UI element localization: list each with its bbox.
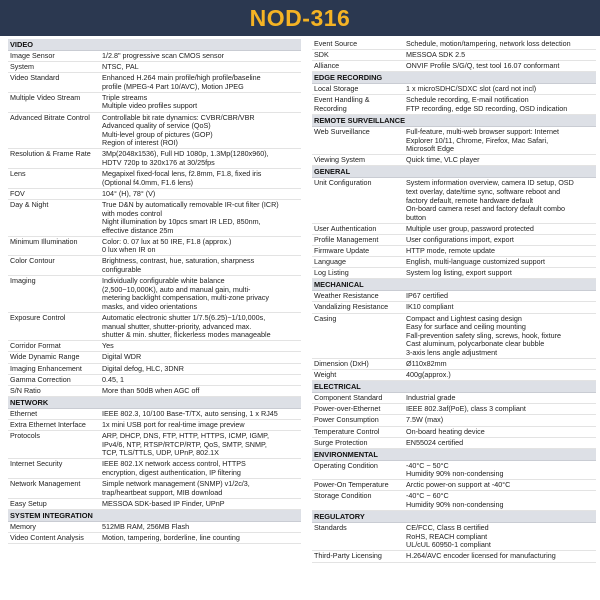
spec-value: CE/FCC, Class B certified RoHS, REACH compliant UL/cUL 60950-1 compliant: [406, 523, 491, 550]
section-header-environmental: ENVIRONMENTAL: [312, 449, 596, 461]
spec-value: H.264/AVC encoder licensed for manufacturing: [406, 551, 556, 561]
spec-value: More than 50dB when AGC off: [102, 385, 200, 395]
spec-row-vandalizing-resistance: [312, 302, 596, 313]
spec-value: Controllable bit rate dynamics: CVBR/CBR/VBR Advanced quality of service (QoS) Multi-level group of pictures (GOP) Region of interest (ROI): [102, 112, 255, 148]
spec-value: Simple network management (SNMP) v1/2c/3, trap/heartbeat support, MIB download: [102, 478, 250, 497]
spec-value: System information overview, camera ID setup, OSD text overlay, date/time sync, software reboot and factory default, remote hardware default On-board camera reset and factory default combo button: [406, 178, 574, 222]
spec-label: Lens: [10, 169, 26, 179]
spec-row-third-party-licensing: [312, 551, 596, 562]
spec-label: Video Content Analysis: [10, 532, 84, 542]
spec-label: Temperature Control: [314, 426, 380, 436]
spec-value: Digital defog, HLC, 3DNR: [102, 363, 184, 373]
spec-value: Ø110x82mm: [406, 359, 447, 369]
spec-label: Memory: [10, 521, 36, 531]
spec-row-viewing-system: [312, 155, 596, 166]
spec-label: Color Contour: [10, 256, 55, 266]
spec-value: On-board heating device: [406, 426, 485, 436]
spec-row-web-surveillance: [312, 127, 596, 155]
spec-label: Advanced Bitrate Control: [10, 112, 90, 122]
spec-label: Multiple Video Stream: [10, 92, 81, 102]
spec-value: Compact and Lightest casing design Easy for surface and ceiling mounting Fall-prevention safety sling, screws, hook, fixture Cast aluminum, polycarbonate clear bubble 3-axis lens angle adjustment: [406, 313, 561, 357]
spec-label: Imaging Enhancement: [10, 363, 82, 373]
spec-row-log-listing: [312, 268, 596, 279]
spec-label: Power Consumption: [314, 415, 379, 425]
spec-value: IEEE 802.3af(PoE), class 3 compliant: [406, 404, 526, 414]
spec-label: Viewing System: [314, 155, 366, 165]
spec-row-standards: [312, 523, 596, 551]
spec-label: Unit Configuration: [314, 178, 372, 188]
spec-row-minimum-illumination: [8, 237, 301, 257]
spec-label: SDK: [314, 50, 329, 60]
spec-row-image-sensor: [8, 51, 301, 62]
spec-row-local-storage: [312, 84, 596, 95]
spec-value: User configurations import, export: [406, 235, 514, 244]
spec-value: IK10 compliant: [406, 302, 454, 312]
spec-value: 7.5W (max): [406, 415, 444, 425]
spec-row-extra-ethernet-interface: [8, 420, 301, 431]
spec-label: Corridor Format: [10, 341, 61, 351]
section-header-network: NETWORK: [8, 397, 301, 409]
spec-value: System log listing, export support: [406, 268, 512, 278]
spec-label: Power-On Temperature: [314, 480, 389, 490]
spec-row-storage-condition: [312, 491, 596, 511]
spec-label: Gamma Correction: [10, 374, 71, 384]
spec-row-weight: [312, 370, 596, 381]
spec-label: Weather Resistance: [314, 291, 379, 301]
spec-label: Internet Security: [10, 459, 63, 469]
spec-value: ARP, DHCP, DNS, FTP, HTTP, HTTPS, ICMP, IGMP, IPv4/6, NTP, RTSP/RTCP/RTP, QoS, SMTP, SNMP, TCP, TLS/TTLS, UDP, UPnP, 802.1X: [102, 430, 269, 458]
spec-label: Day & Night: [10, 199, 49, 209]
spec-value: True D&N by automatically removable IR-cut filter (ICR) with modes control Night illumination by 10pcs smart IR LED, 850nm, effective distance 25m: [102, 199, 279, 235]
spec-row-event-source: [312, 39, 596, 50]
spec-row-power-on-temperature: [312, 480, 596, 491]
spec-label: System: [10, 62, 34, 72]
spec-label: Ethernet: [10, 408, 38, 418]
spec-row-weather-resistance: [312, 291, 596, 302]
spec-label: Log Listing: [314, 268, 349, 278]
spec-row-imaging: [8, 276, 301, 313]
spec-label: Casing: [314, 313, 337, 323]
spec-label: Exposure Control: [10, 313, 66, 323]
spec-row-imaging-enhancement: [8, 364, 301, 375]
spec-label: Power-over-Ethernet: [314, 404, 381, 414]
spec-row-day-night: [8, 200, 301, 237]
spec-row-resolution-frame-rate: [8, 149, 301, 169]
spec-row-power-consumption: [312, 415, 596, 426]
spec-row-firmware-update: [312, 246, 596, 257]
spec-label: Event Source: [314, 39, 358, 48]
spec-value: 512MB RAM, 256MB Flash: [102, 521, 190, 531]
spec-value: Triple streams Multiple video profiles support: [102, 92, 198, 111]
spec-value: 1/2.8" progressive scan CMOS sensor: [102, 51, 224, 60]
spec-label: Event Handling & Recording: [314, 95, 370, 113]
spec-row-s-n-ratio: [8, 386, 301, 397]
spec-value: Quick time, VLC player: [406, 155, 480, 165]
spec-label: Network Management: [10, 478, 81, 488]
spec-row-event-handling-recording: [312, 95, 596, 115]
section-header-edge-recording: EDGE RECORDING: [312, 72, 596, 84]
spec-label: Protocols: [10, 430, 40, 440]
spec-column-left: [8, 39, 301, 544]
spec-label: Wide Dynamic Range: [10, 352, 80, 362]
spec-row-unit-configuration: [312, 178, 596, 223]
spec-label: Storage Condition: [314, 491, 372, 501]
spec-value: Brightness, contrast, hue, saturation, sharpness configurable: [102, 256, 255, 275]
spec-value: Individually configurable white balance (2,500~10,000K), auto and manual gain, multi- metering backlight compensation, multi-zone privacy masks, and video orientations: [102, 276, 269, 311]
spec-label: Dimension (DxH): [314, 359, 369, 369]
section-header-regulatory: REGULATORY: [312, 511, 596, 523]
section-header-mechanical: MECHANICAL: [312, 279, 596, 291]
spec-value: 3Mp(2048x1536), Full HD 1080p, 1.3Mp(1280x960), HDTV 720p to 320x176 at 30/25fps: [102, 149, 269, 168]
spec-label: S/N Ratio: [10, 385, 41, 395]
spec-label: Operating Condition: [314, 460, 378, 470]
spec-value: -40°C ~ 60°C Humidity 90% non-condensing: [406, 491, 504, 510]
spec-label: Firmware Update: [314, 246, 370, 256]
spec-row-network-management: [8, 479, 301, 499]
spec-row-casing: [312, 314, 596, 359]
spec-row-gamma-correction: [8, 375, 301, 386]
spec-row-fov: [8, 189, 301, 200]
spec-label: Easy Setup: [10, 498, 47, 508]
spec-value: Schedule, motion/tampering, network loss detection: [406, 39, 571, 48]
spec-row-alliance: [312, 61, 596, 72]
spec-value: 1x mini USB port for real-time image preview: [102, 419, 245, 429]
spec-label: User Authentication: [314, 223, 377, 233]
spec-value: Yes: [102, 341, 114, 351]
spec-row-protocols: [8, 431, 301, 459]
spec-value: Motion, tampering, borderline, line counting: [102, 532, 240, 542]
spec-value: Schedule recording, E-mail notification FTP recording, edge SD recording, OSD indication: [406, 95, 568, 113]
spec-row-surge-protection: [312, 438, 596, 449]
spec-row-dimension-dxh: [312, 359, 596, 370]
section-header-electrical: ELECTRICAL: [312, 381, 596, 393]
spec-value: -40°C ~ 50°C Humidity 90% non-condensing: [406, 460, 504, 479]
spec-label: Alliance: [314, 61, 340, 71]
spec-row-temperature-control: [312, 427, 596, 438]
spec-row-advanced-bitrate-control: [8, 113, 301, 150]
spec-label: Extra Ethernet Interface: [10, 419, 86, 429]
spec-value: Megapixel fixed-focal lens, f2.8mm, F1.8, fixed iris (Optional f4.0mm, F1.6 lens): [102, 169, 262, 187]
spec-row-easy-setup: [8, 499, 301, 510]
spec-row-video-content-analysis: [8, 533, 301, 544]
section-header-general: GENERAL: [312, 166, 596, 178]
spec-value: ONVIF Profile S/G/Q, test tool 16.07 conformant: [406, 61, 560, 71]
section-header-system-integration: SYSTEM INTEGRATION: [8, 510, 301, 522]
section-header-remote-surveillance: REMOTE SURVEILLANCE: [312, 115, 596, 127]
spec-value: Color: 0. 07 lux at 50 IRE, F1.8 (approx.) 0 lux when IR on: [102, 236, 232, 255]
spec-row-system: [8, 62, 301, 73]
spec-value: Automatic electronic shutter 1/7.5(6.25)~1/10,000s, manual shutter, shutter-priority, advanced max. shutter & min. shutter, flickerless modes manageable: [102, 313, 271, 340]
spec-label: Component Standard: [314, 393, 383, 403]
spec-value: IP67 certified: [406, 291, 448, 301]
spec-row-exposure-control: [8, 313, 301, 341]
spec-label: Vandalizing Resistance: [314, 302, 389, 312]
spec-value: MESSOA SDK-based IP Finder, UPnP: [102, 498, 225, 508]
spec-row-memory: [8, 522, 301, 533]
spec-value: Multiple user group, password protected: [406, 223, 534, 233]
spec-value: 400g(approx.): [406, 370, 451, 380]
spec-value: 104° (H), 78° (V): [102, 188, 156, 198]
spec-value: HTTP mode, remote update: [406, 246, 495, 256]
spec-value: MESSOA SDK 2.5: [406, 50, 466, 60]
spec-label: FOV: [10, 188, 25, 198]
spec-row-video-standard: [8, 73, 301, 93]
title-banner: [0, 0, 600, 36]
spec-value: Industrial grade: [406, 393, 456, 403]
spec-value: EN55024 certified: [406, 437, 464, 447]
spec-value: 1 x microSDHC/SDXC slot (card not incl): [406, 84, 537, 94]
spec-value: Arctic power-on support at -40°C: [406, 480, 511, 490]
spec-label: Third-Party Licensing: [314, 551, 382, 561]
spec-row-ethernet: [8, 409, 301, 420]
spec-row-wide-dynamic-range: [8, 352, 301, 363]
spec-value: IEEE 802.3, 10/100 Base-T/TX, auto sensing, 1 x RJ45: [102, 408, 278, 418]
spec-row-lens: [8, 169, 301, 189]
spec-label: Profile Management: [314, 235, 379, 244]
spec-label: Resolution & Frame Rate: [10, 149, 91, 159]
spec-row-color-contour: [8, 256, 301, 276]
spec-row-sdk: [312, 50, 596, 61]
spec-row-language: [312, 257, 596, 268]
spec-label: Language: [314, 257, 346, 267]
spec-label: Standards: [314, 523, 347, 533]
spec-row-power-over-ethernet: [312, 404, 596, 415]
spec-value: Enhanced H.264 main profile/high profile/baseline profile (MPEG-4 Part 10/AVC), Motion JPEG: [102, 73, 261, 91]
spec-value: Full-feature, multi-web browser support: Internet Explorer 10/11, Chrome, Firefox, Mac Safari, Microsoft Edge: [406, 127, 559, 154]
product-title: NOD-316: [249, 5, 351, 31]
section-header-video: VIDEO: [8, 39, 301, 51]
spec-label: Video Standard: [10, 73, 60, 83]
spec-label: Surge Protection: [314, 437, 368, 447]
spec-label: Minimum Illumination: [10, 236, 78, 246]
spec-row-multiple-video-stream: [8, 93, 301, 113]
spec-label: Imaging: [10, 276, 36, 286]
spec-value: IEEE 802.1X network access control, HTTPS encryption, digest authentication, IP filtering: [102, 459, 246, 477]
spec-value: 0.45, 1: [102, 374, 124, 384]
spec-value: NTSC, PAL: [102, 62, 139, 72]
spec-value: English, multi-language customized support: [406, 257, 546, 267]
spec-label: Web Surveillance: [314, 127, 370, 137]
spec-label: Weight: [314, 370, 337, 380]
spec-row-user-authentication: [312, 224, 596, 235]
spec-label: Local Storage: [314, 84, 359, 94]
spec-value: Digital WDR: [102, 352, 142, 362]
spec-row-profile-management: [312, 235, 596, 246]
spec-row-internet-security: [8, 459, 301, 479]
spec-row-component-standard: [312, 393, 596, 404]
spec-column-right: [312, 39, 596, 563]
spec-row-corridor-format: [8, 341, 301, 352]
spec-row-operating-condition: [312, 461, 596, 481]
spec-label: Image Sensor: [10, 51, 55, 60]
